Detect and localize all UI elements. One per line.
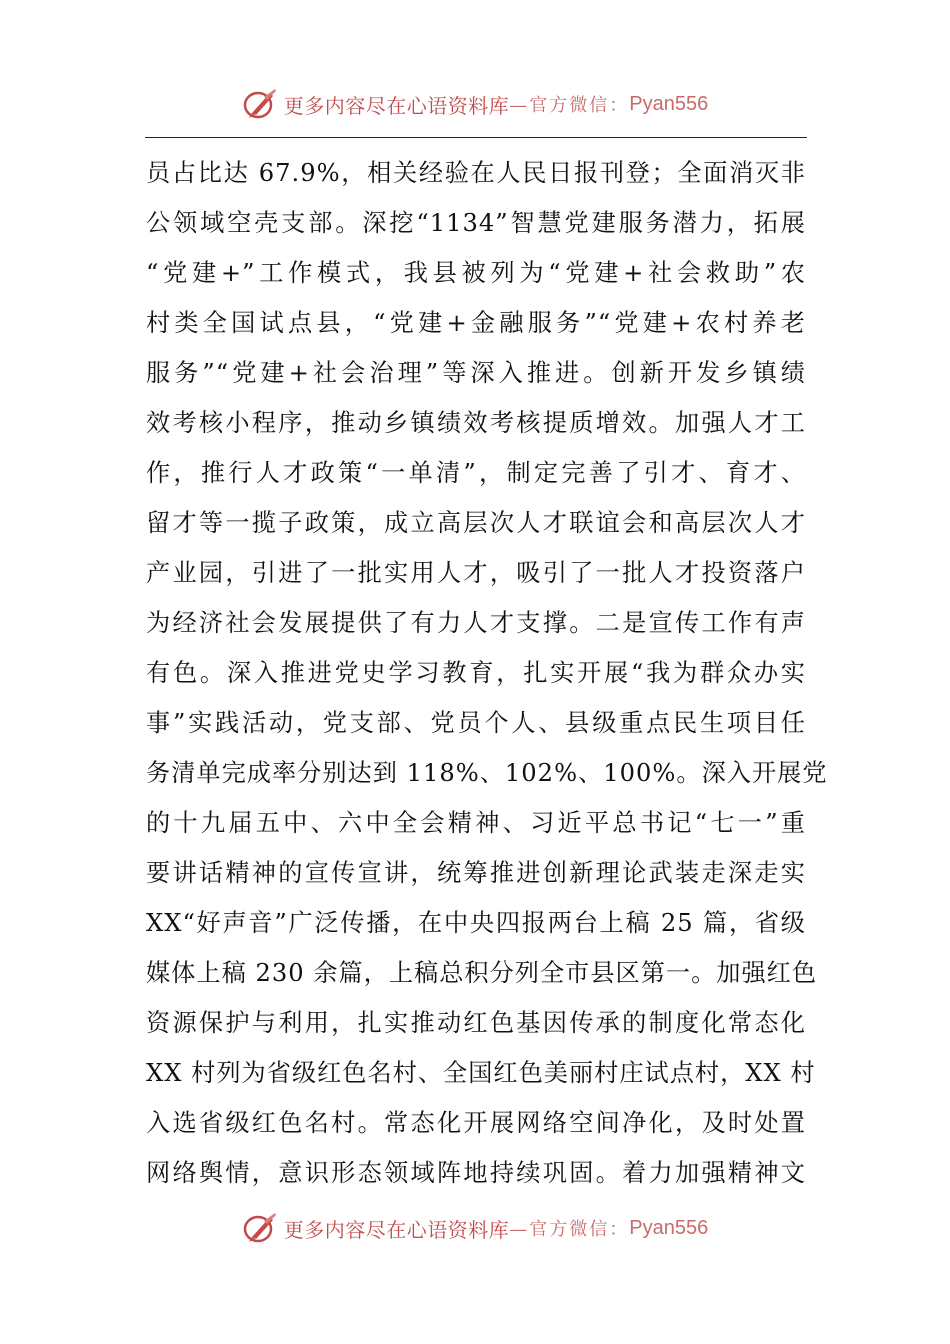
text-line: 要讲话精神的宣传宣讲，统筹推进创新理论武装走深走实 (146, 859, 806, 887)
text-line: 服务”“党建+社会治理”等深入推进。创新开发乡镇绩 (146, 359, 806, 387)
quill-pen-icon (242, 1211, 278, 1245)
text-line: “党建+”工作模式，我县被列为“党建+社会救助”农 (146, 259, 806, 287)
header-banner (0, 84, 950, 124)
text-line: 员占比达 67.9%，相关经验在人民日报刊登；全面消灭非 (146, 159, 806, 187)
document-body (146, 148, 828, 1198)
text-line: 事”实践活动，党支部、党员个人、县级重点民生项目任 (146, 709, 806, 737)
footer-banner (0, 1208, 950, 1248)
text-line: 媒体上稿 230 余篇，上稿总积分列全市县区第一。加强红色 (146, 959, 818, 987)
wechat-label: —官方微信： (509, 95, 630, 116)
text-line: 资源保护与利用，扎实推动红色基因传承的制度化常态化 (146, 1009, 806, 1037)
brand-text: 更多内容尽在心语资料库 (283, 93, 510, 118)
brand-text: 更多内容尽在心语资料库 (283, 1217, 510, 1242)
text-line: 作，推行人才政策“一单清”，制定完善了引才、育才、 (146, 459, 806, 487)
text-line: XX“好声音”广泛传播，在中央四报两台上稿 25 篇，省级 (146, 909, 806, 937)
quill-pen-icon (242, 87, 278, 121)
text-line: XX 村列为省级红色名村、全国红色美丽村庄试点村，XX 村 (146, 1059, 816, 1087)
text-line: 务清单完成率分别达到 118%、102%、100%。深入开展党 (146, 759, 828, 787)
text-line: 效考核小程序，推动乡镇绩效考核提质增效。加强人才工 (146, 409, 806, 437)
text-line: 留才等一揽子政策，成立高层次人才联谊会和高层次人才 (146, 509, 806, 537)
wechat-id: Pyan556 (629, 92, 709, 115)
text-line: 入选省级红色名村。常态化开展网络空间净化，及时处置 (146, 1109, 806, 1137)
text-line: 为经济社会发展提供了有力人才支撑。二是宣传工作有声 (146, 609, 806, 637)
text-line: 村类全国试点县，“党建+金融服务”“党建+农村养老 (146, 309, 806, 337)
header-divider (145, 137, 807, 138)
wechat-label: —官方微信： (509, 1219, 630, 1240)
text-line: 产业园，引进了一批实用人才，吸引了一批人才投资落户 (146, 559, 806, 587)
wechat-id: Pyan556 (629, 1216, 709, 1239)
text-line: 有色。深入推进党史学习教育，扎实开展“我为群众办实 (146, 659, 806, 687)
text-line: 的十九届五中、六中全会精神、习近平总书记“七一”重 (146, 809, 806, 837)
text-line: 网络舆情，意识形态领域阵地持续巩固。着力加强精神文 (146, 1159, 806, 1187)
text-line: 公领域空壳支部。深挖“1134”智慧党建服务潜力，拓展 (146, 209, 806, 237)
